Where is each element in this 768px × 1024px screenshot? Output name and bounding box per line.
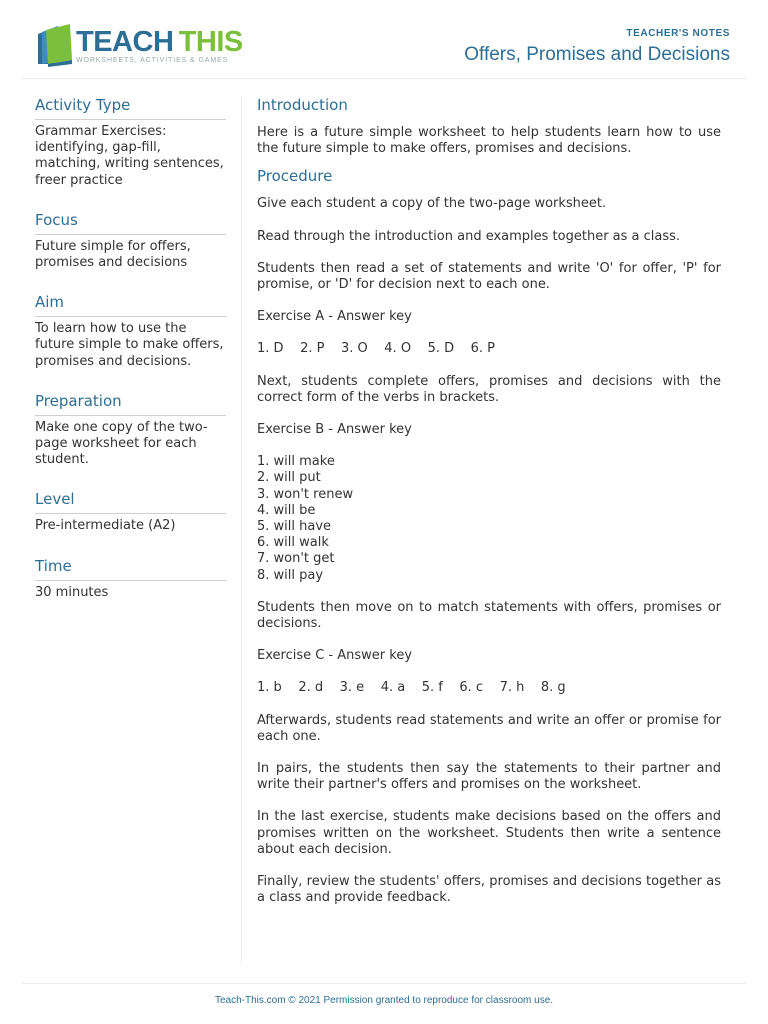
procedure-step-6: Afterwards, students read statements and write an offer or promise for each one. — [257, 712, 721, 744]
level-section — [35, 490, 226, 534]
procedure-step-7: In pairs, the students then say the statements to their partner and write their partner's offers and promises on the worksheet. — [257, 761, 721, 793]
list-item: 6. will walk — [257, 535, 329, 551]
page-title: Offers, Promises and Decisions — [464, 44, 730, 65]
introduction-text: Here is a future simple worksheet to help students learn how to use the future simple to make offers, promises and decisions. — [257, 125, 721, 157]
teachers-notes-label: TEACHER'S NOTES — [626, 28, 730, 39]
activity-type-text: Grammar Exercises: identifying, gap-fill, matching, writing sentences, freer practice — [35, 124, 224, 188]
footer-divider — [22, 983, 746, 984]
list-item: 5. will have — [257, 519, 332, 535]
exercise-c-answers: 1. b 2. d 3. e 4. a 5. f 6. c 7. h 8. g — [257, 680, 566, 696]
procedure-step-1: Give each student a copy of the two-page worksheet. — [257, 196, 607, 212]
logo-word-teach: TEACH — [76, 26, 174, 58]
logo-wordmark — [76, 26, 243, 58]
preparation-section — [35, 392, 226, 469]
introduction-heading: Introduction — [257, 96, 348, 114]
exercise-b-answers — [257, 454, 721, 584]
teach-this-logo[interactable] — [36, 24, 243, 70]
footer-copyright[interactable]: Teach-This.com © 2021 Permission granted to reproduce for classroom use. — [214, 995, 554, 1006]
time-section — [35, 557, 226, 601]
logo-tagline: WORKSHEETS, ACTIVITIES & GAMES — [76, 57, 229, 64]
preparation-text: Make one copy of the two-page worksheet for each student. — [35, 419, 208, 468]
list-item: 7. won't get — [257, 551, 335, 567]
exercise-a-answers: 1. D 2. P 3. O 4. O 5. D 6. P — [257, 341, 496, 357]
page-header — [0, 0, 768, 78]
procedure-step-2: Read through the introduction and examples together as a class. — [257, 228, 681, 244]
aim-section — [35, 293, 226, 370]
procedure-step-5: Students then move on to match statements with offers, promises or decisions. — [257, 599, 721, 632]
main-content — [257, 96, 721, 923]
sidebar — [35, 96, 226, 623]
procedure-step-9: Finally, review the students' offers, promises and decisions together as a class and provide feedback. — [257, 874, 721, 906]
focus-text: Future simple for offers, promises and decisions — [35, 238, 191, 271]
list-item: 8. will pay — [257, 567, 324, 583]
aim-heading: Aim — [35, 293, 226, 317]
procedure-step-4: Next, students complete offers, promises and decisions with the correct form of the verbs in brackets. — [257, 373, 721, 405]
header-divider — [22, 78, 746, 79]
list-item: 2. will put — [257, 470, 321, 486]
procedure-heading: Procedure — [257, 167, 333, 186]
time-heading: Time — [35, 557, 226, 581]
level-text: Pre-intermediate (A2) — [35, 518, 176, 534]
list-item: 3. won't renew — [257, 486, 354, 502]
focus-section — [35, 211, 226, 271]
logo-word-this: THIS — [178, 26, 243, 58]
procedure-step-8: In the last exercise, students make decisions based on the offers and promises written on the worksheet. Students then write a sentence about each decision. — [257, 809, 721, 857]
exercise-b-label: Exercise B - Answer key — [257, 422, 412, 438]
exercise-a-label: Exercise A - Answer key — [257, 309, 412, 325]
list-item: 1. will make — [257, 454, 335, 470]
level-heading: Level — [35, 490, 226, 514]
book-logo-icon — [36, 24, 74, 68]
time-text: 30 minutes — [35, 584, 109, 600]
column-divider — [241, 96, 242, 964]
focus-heading: Focus — [35, 211, 226, 235]
activity-type-heading: Activity Type — [35, 96, 226, 120]
procedure-step-3: Students then read a set of statements and write 'O' for offer, 'P' for promise, or 'D' for decision next to each one. — [257, 260, 721, 293]
procedure-body — [257, 196, 721, 906]
preparation-heading: Preparation — [35, 392, 226, 416]
activity-type-section — [35, 96, 226, 189]
exercise-c-label: Exercise C - Answer key — [257, 648, 413, 664]
list-item: 4. will be — [257, 502, 316, 518]
aim-text: To learn how to use the future simple to make offers, promises and decisions. — [35, 321, 224, 369]
